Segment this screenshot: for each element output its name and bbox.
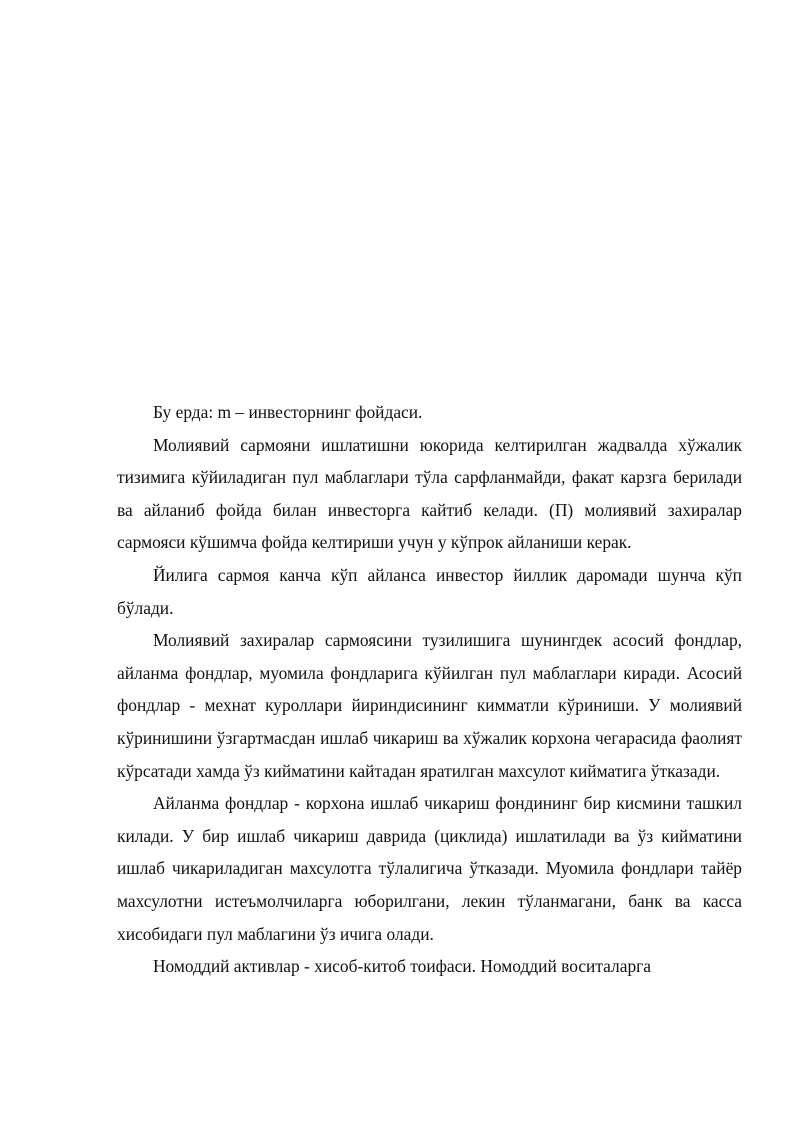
- paragraph-financial-capital: Молиявий сармояни ишлатишни юкорида келтирилган жадвалда хўжалик тизимига кўйиладиган пул маблаглари тўла сарфланмайди, факат карзга берилади ва айланиб фойда билан инвесторга кайтиб келади. (П) молиявий захиралар сармояси кўшимча фойда келтириши учун у кўпрок айланиши керак.: [117, 434, 742, 553]
- paragraph-fixed-assets: Молиявий захиралар сармоясини тузилишига шунингдек асосий фондлар, айланма фондлар, муомила фондларига кўйилган пул маблаглари киради. Асосий фондлар - мехнат куроллари йириндисининг кимматли кўриниши. У молиявий кўринишини ўзгартмасдан ишлаб чикариш ва хўжалик корхона чегарасида фаолият кўрсатади хамда ўз кийматини кайтадан яратилган махсулот кийматига ўтказади.: [117, 630, 742, 781]
- paragraph-annual-turnover: Йилига сармоя канча кўп айланса инвестор йиллик даромади шунча кўп бўлади.: [117, 564, 742, 618]
- paragraph-working-capital: Айланма фондлар - корхона ишлаб чикариш фондининг бир кисмини ташкил килади. У бир ишлаб чикариш даврида (циклида) ишлатилади ва ўз кийматини ишлаб чикариладиган махсулотга тўлалигича ўтказади. Муомила фондлари тайёр махсулотни истеъмолчиларга юборилгани, лекин тўланмагани, банк ва касса хисобидаги пул маблагини ўз ичига олади.: [117, 793, 742, 944]
- paragraph-formula-note: Бу ерда: m – инвесторнинг фойдаси.: [153, 402, 423, 422]
- paragraph-intangible-assets: Номоддий активлар - хисоб-китоб тоифаси. Номоддий воситаларга: [153, 956, 651, 977]
- body-text: [117, 396, 742, 983]
